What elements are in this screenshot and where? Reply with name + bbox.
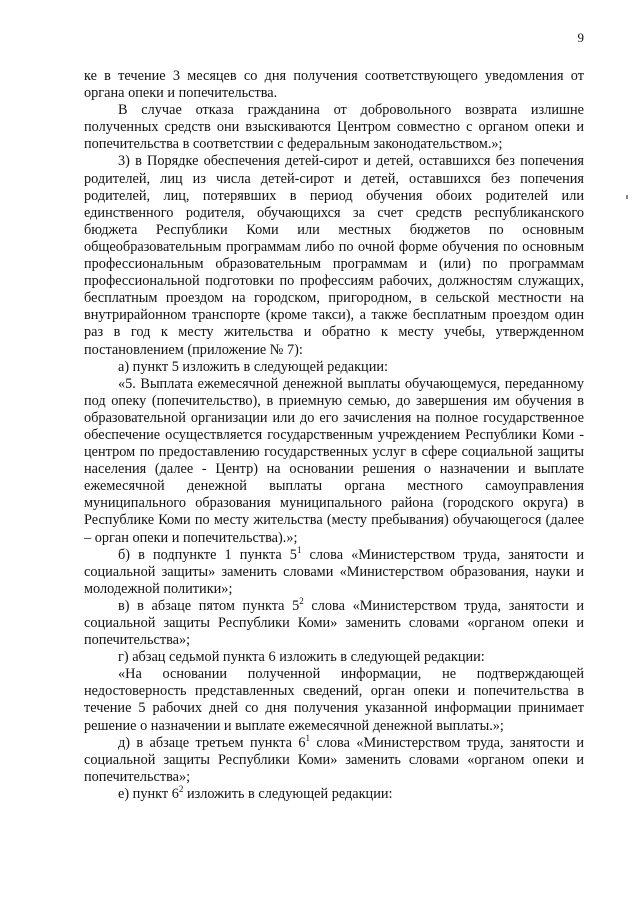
paragraph-text: 3) в Порядке обеспечения детей-сирот и детей, оставшихся без попечения родителей, лиц из числа детей-сирот и детей, оставшихся без попечения родителей, лиц, потерявших в период обучения обоих родителей или единственного родителя, обучающихся за счет средств республиканского бюджета Республики Коми или местных бюджетов по основным общеобразовательным программам либо по очной форме обучения по основным профессиональным образовательным программам и (или) по программам профессиональной подготовки по профессиям рабочих, должностям служащих, бесплатным проездом на городском, пригородном, в сельской местности на внутрирайонном транспорте (кроме такси), а также бесплатным проездом один раз в год к месту жительства и обратно к месту учебы, утвержденном постановлением (приложение № 7): (84, 153, 584, 358)
superscript: 2 (299, 596, 304, 607)
paragraph-text: слова «Министерством труда, занятости и социальной защиты Республики Коми» заменить словами «органом опеки и попечительства»; (84, 597, 584, 649)
paragraph-p3 (84, 153, 584, 358)
paragraph-text: г) абзац седьмой пункта 6 изложить в следующей редакции: (118, 649, 485, 666)
paragraph-p9 (84, 666, 584, 734)
document-body (84, 68, 584, 803)
superscript: 1 (296, 544, 302, 555)
paragraph-text: е) пункт 6 (118, 785, 179, 802)
superscript: 2 (178, 784, 184, 795)
paragraph-text: слова «Министерством труда, занятости и социальной защиты» заменить словами «Министерством образования, науки и молодежной политики»; (84, 546, 584, 597)
paragraph-text: изложить в следующей редакции: (183, 785, 393, 802)
paragraph-p11 (84, 786, 584, 803)
paragraph-p2 (84, 102, 584, 153)
paragraph-text: В случае отказа гражданина от добровольного возврата излишне полученных средств они взыскиваются Центром совместно с органом опеки и попечительства в соответствии с федеральным законодательством.»; (84, 102, 584, 153)
paragraph-text: а) пункт 5 изложить в следующей редакции: (118, 358, 388, 375)
paragraph-p4 (84, 359, 584, 376)
paragraph-text: слова «Министерством труда, занятости и социальной защиты Республики Коми» заменить словами «органом опеки и попечительства»; (84, 734, 585, 785)
paragraph-text: «5. Выплата ежемесячной денежной выплаты обучающемуся, переданному под опеку (попечительство), в приемную семью, до завершения им обучения в образовательной организации или до его зачисления на полное государственное обеспечение осуществляется государственным учреждением Республики Коми - центром по предоставлению государственных услуг в сфере социальной защиты населения (далее - Центр) на основании решения о назначении и выплате ежемесячной денежной выплаты органа местного самоуправления муниципального образования муниципального района (городского округа) в Республике Коми по месту жительства (месту пребывания) обучающегося (далее – орган опеки и попечительства).»; (84, 375, 584, 546)
paragraph-p10 (84, 732, 585, 786)
paragraph-text: в) в абзаце пятом пункта 5 (118, 597, 300, 614)
paragraph-text: б) в подпункте 1 пункта 5 (118, 546, 297, 563)
paragraph-text: «На основании полученной информации, не подтверждающей недостоверность представленных сведений, орган опеки и попечительства в течение 5 рабочих дней со дня получения указанной информации принимает решение о назначении и выплате ежемесячной денежной выплаты.»; (84, 666, 584, 734)
paragraph-text: д) в абзаце третьем пункта 6 (118, 734, 306, 751)
page-number: 9 (577, 30, 584, 45)
paragraph-p8 (84, 649, 584, 666)
paragraph-p6 (84, 544, 584, 598)
superscript: 1 (305, 732, 310, 743)
paragraph-p5 (84, 376, 584, 547)
paragraph-text: ке в течение 3 месяцев со дня получения соответствующего уведомления от органа опеки и попечительства. (84, 68, 584, 102)
margin-mark (626, 195, 628, 199)
paragraph-p7 (84, 598, 584, 649)
paragraph-p1 (84, 68, 584, 102)
